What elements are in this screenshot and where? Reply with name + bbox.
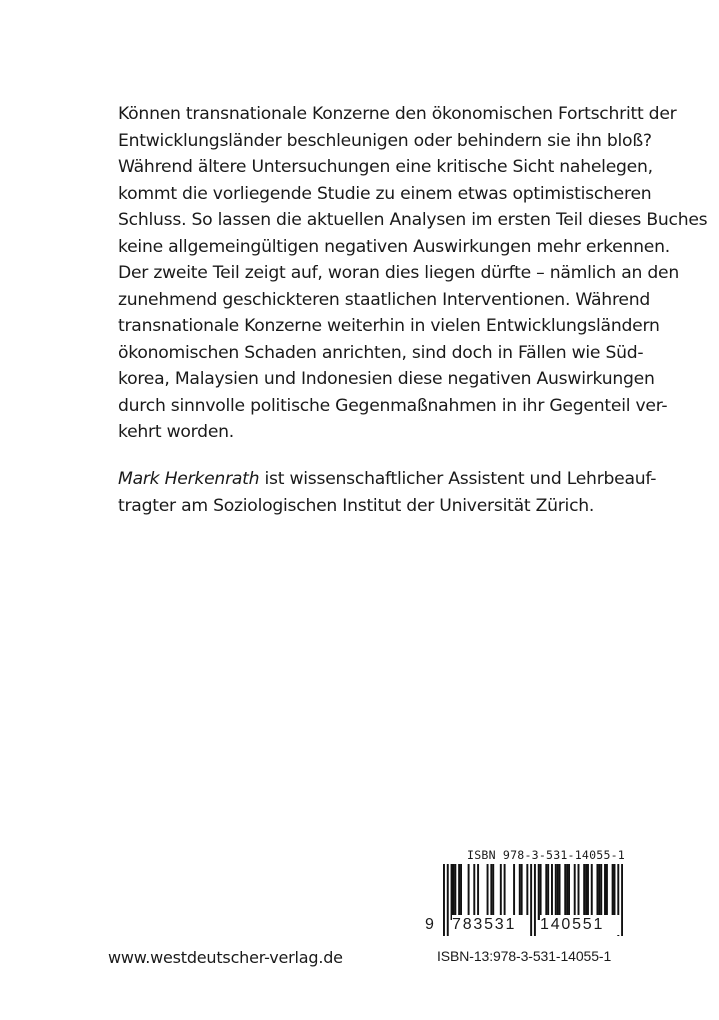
barcode-bar: [555, 864, 557, 920]
blurb-line: Der zweite Teil zeigt auf, woran dies liegen dürfte – nämlich an den: [118, 263, 680, 283]
barcode-bar: [606, 864, 608, 920]
author-name: Mark Herkenrath: [118, 469, 260, 489]
barcode-bar: [574, 864, 576, 920]
barcode-bar: [604, 864, 606, 920]
blurb-line: keine allgemeingültigen negativen Auswirkungen mehr erkennen.: [118, 236, 670, 257]
isbn-13-label: ISBN-13:978-3-531-14055-1: [437, 948, 612, 964]
publisher-website[interactable]: www.westdeutscher-verlag.de: [108, 948, 343, 967]
barcode-bar: [566, 864, 568, 920]
barcode-bar: [454, 864, 456, 920]
barcode-bar: [519, 864, 521, 920]
barcode-bar: [477, 864, 479, 920]
barcode-bar: [500, 864, 502, 920]
barcode-bar: [526, 864, 528, 920]
barcode-bar: [521, 864, 523, 920]
blurb-text: [118, 101, 708, 446]
barcode-bar: [513, 864, 515, 920]
barcode-bar: [490, 864, 492, 920]
blurb-line: Schluss. So lassen die aktuellen Analysen im ersten Teil dieses Buches: [118, 210, 708, 230]
barcode-bar: [557, 864, 559, 920]
barcode-bar: [460, 864, 462, 920]
blurb-line: Können transnationale Konzerne den ökonomischen Fortschritt der: [118, 104, 677, 124]
barcode-bar: [612, 864, 614, 920]
barcode-guard-bar: [447, 864, 449, 936]
barcode-bar: [547, 864, 549, 920]
barcode-guard-bar: [443, 864, 445, 936]
barcode-guard-bar: [534, 864, 536, 936]
barcode-bar: [473, 864, 475, 920]
barcode-bar: [458, 864, 460, 920]
barcode-bar: [540, 864, 542, 920]
barcode-bar: [568, 864, 570, 920]
blurb-line: kehrt worden.: [118, 422, 235, 442]
barcode-bar: [451, 864, 453, 920]
barcode-right-digits: 140551: [540, 915, 620, 935]
barcode-bar: [564, 864, 566, 920]
barcode-bar: [583, 864, 585, 920]
barcode-bar: [551, 864, 553, 920]
barcode-bar: [452, 864, 454, 920]
barcode-bar: [559, 864, 561, 920]
barcode-bar: [487, 864, 489, 920]
author-bio-line: [118, 466, 657, 493]
barcode-bar: [578, 864, 580, 920]
barcode-bar: [596, 864, 598, 920]
barcode-bar: [538, 864, 540, 920]
barcode-first-digit: 9: [425, 916, 434, 933]
barcode-bar: [492, 864, 494, 920]
author-bio: [118, 466, 657, 519]
barcode-bar: [545, 864, 547, 920]
blurb-line: korea, Malaysien und Indonesien diese negativen Auswirkungen: [118, 369, 655, 389]
author-bio-text: ist wissenschaftlicher Assistent und Lehrbeauf-: [259, 469, 657, 489]
barcode-guard-bar: [530, 864, 532, 936]
blurb-line: ökonomischen Schaden anrichten, sind doch in Fällen wie Süd-: [118, 342, 644, 363]
blurb-line: transnationale Konzerne weiterhin in vielen Entwicklungsländern: [118, 316, 660, 336]
blurb-line: Während ältere Untersuchungen eine kritische Sicht nahelegen,: [118, 157, 653, 177]
barcode-bar: [598, 864, 600, 920]
barcode-bar: [585, 864, 587, 920]
blurb-line: zunehmend geschickteren staatlichen Interventionen. Während: [118, 289, 651, 310]
barcode-left-digits: 783531: [452, 915, 530, 935]
barcode-bar: [600, 864, 602, 920]
barcode-bar: [468, 864, 470, 920]
barcode-guard-bar: [621, 864, 623, 936]
barcode-bar: [587, 864, 589, 920]
blurb-line: Entwicklungsländer beschleunigen oder behindern sie ihn bloß?: [118, 130, 652, 151]
author-bio-line: tragter am Soziologischen Institut der Universität Zürich.: [118, 495, 595, 516]
blurb-line: kommt die vorliegende Studie zu einem etwas optimistischeren: [118, 183, 652, 204]
barcode-bar: [614, 864, 616, 920]
blurb-line: durch sinnvolle politische Gegenmaßnahmen in ihr Gegenteil ver-: [118, 395, 668, 416]
isbn-label: ISBN 978-3-531-14055-1: [467, 848, 625, 862]
barcode-bar: [504, 864, 506, 920]
barcode-bar: [591, 864, 593, 920]
